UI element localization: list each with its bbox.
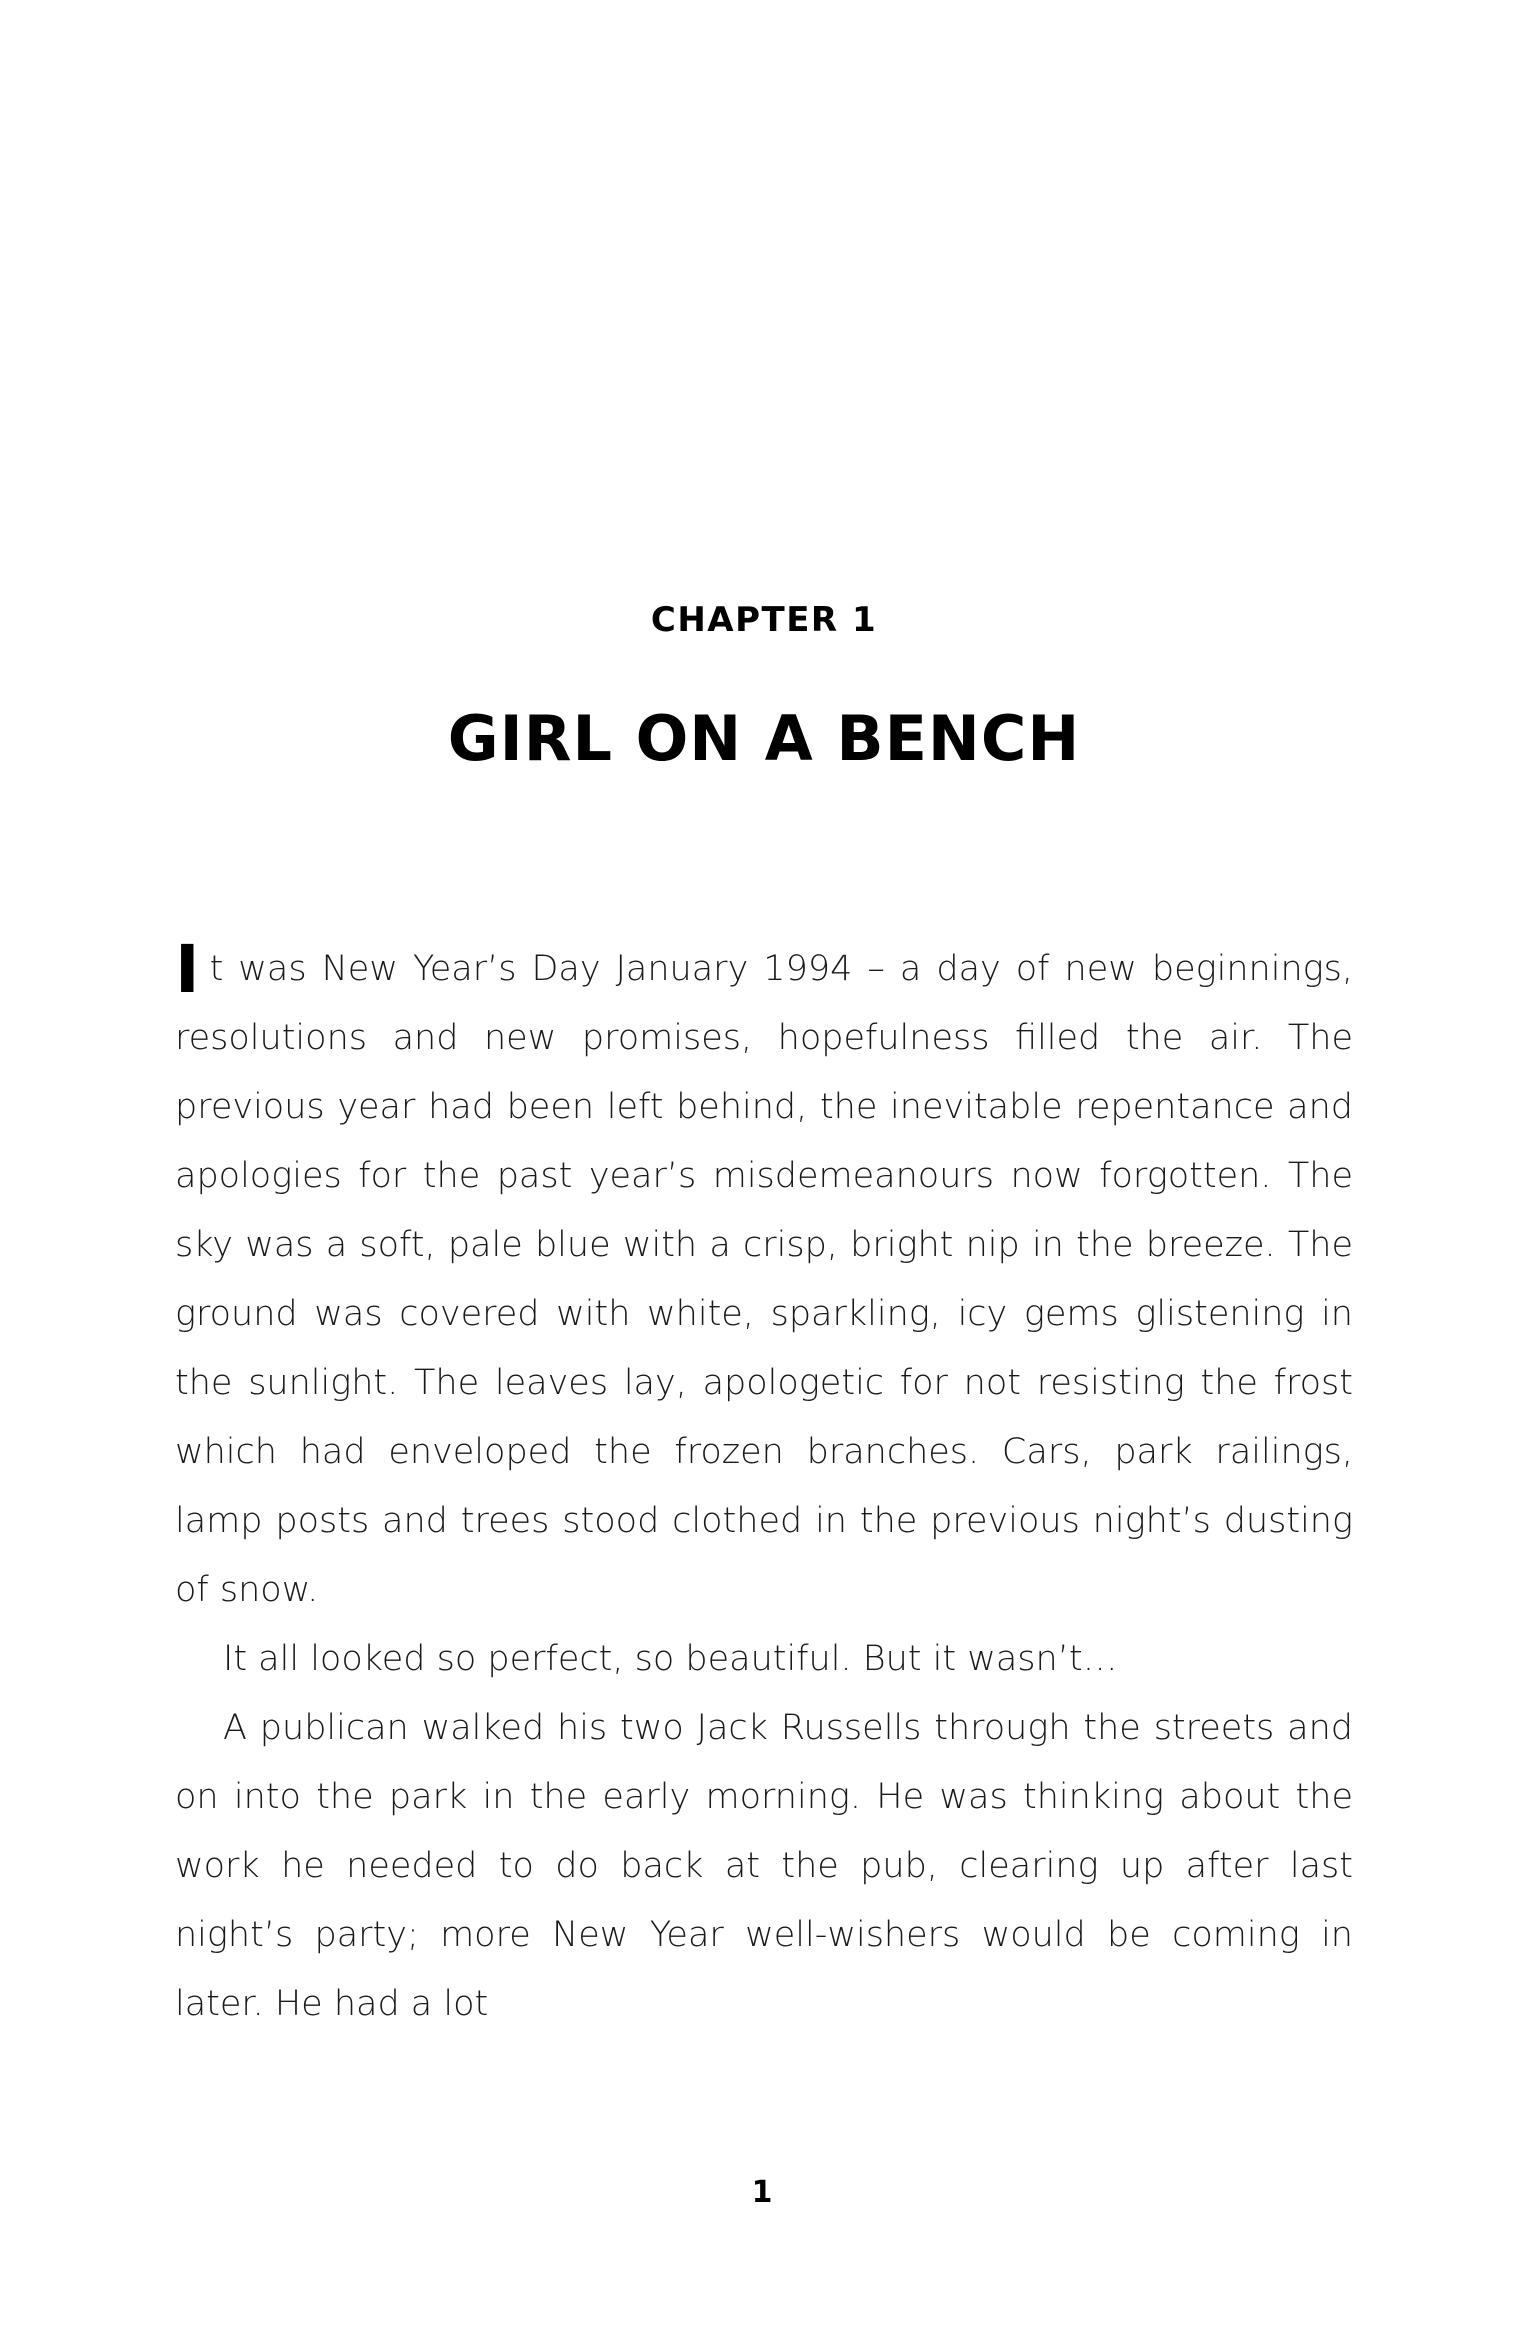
paragraph-3-text: A publican walked his two Jack Russells through the streets and on into the park in the early morning. He was thinking about the work he needed to do back at the pub, clearing up after last night’s party; more New Year well-wishers would be coming in later. He had a lot xyxy=(175,1708,1353,2024)
chapter-label: CHAPTER 1 xyxy=(650,600,878,640)
paragraph-3 xyxy=(175,1694,1353,2039)
drop-cap: I xyxy=(175,931,200,1008)
page-number: 1 xyxy=(751,2175,773,2210)
chapter-title: GIRL ON A BENCH xyxy=(447,702,1081,775)
paragraph-2-text: It all looked so perfect, so beautiful. But it wasn’t… xyxy=(223,1639,1118,1679)
paragraph-2 xyxy=(175,1625,1353,1694)
paragraph-1 xyxy=(175,931,1353,1625)
body-text xyxy=(175,931,1353,2039)
paragraph-1-text: t was New Year’s Day January 1994 – a day of new beginnings, resolutions and new promises, hopefulness filled the air. The previous year had been left behind, the inevitable repentance and apologies for the past year’s misdemeanours now forgotten. The sky was a soft, pale blue with a crisp, bright nip in the breeze. The ground was covered with white, sparkling, icy gems glistening in the sunlight. The leaves lay, apologetic for not resisting the frost which had enveloped the frozen branches. Cars, park railings, lamp posts and trees stood clothed in the previous night’s dusting of snow. xyxy=(175,949,1353,1610)
page-content xyxy=(175,600,1353,2039)
